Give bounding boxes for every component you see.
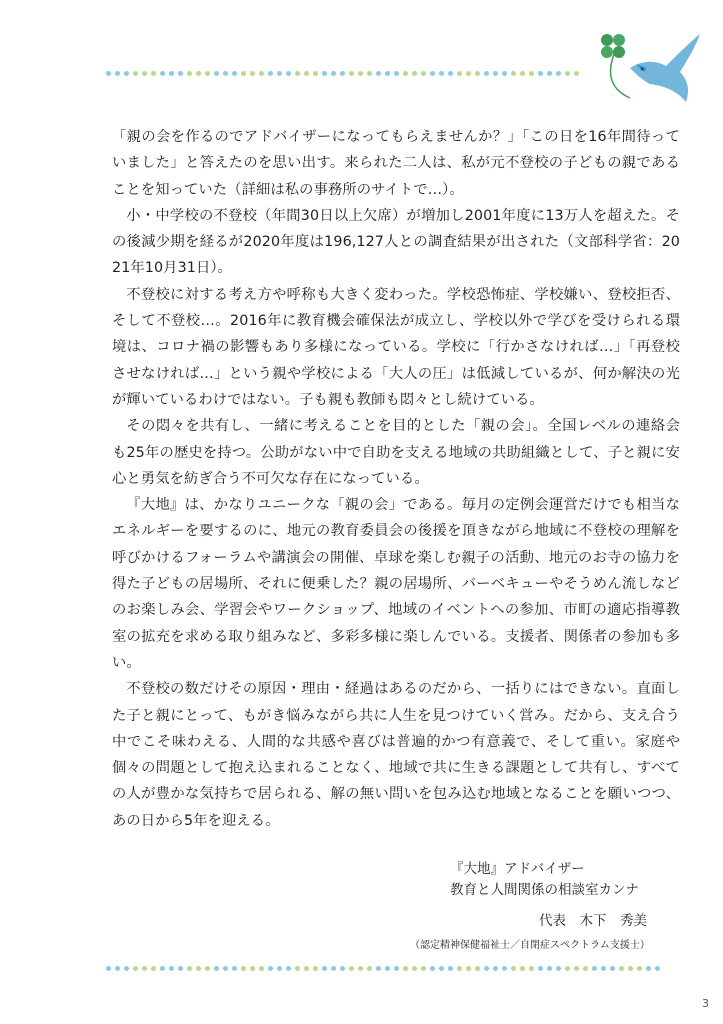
- decorative-dot: [655, 966, 660, 971]
- decorative-dot: [511, 966, 516, 971]
- decorative-dot: [268, 966, 273, 971]
- decorative-dot: [304, 71, 309, 76]
- decorative-dot: [313, 71, 318, 76]
- decorative-dot: [349, 966, 354, 971]
- decorative-dot: [268, 71, 273, 76]
- decorative-dot: [619, 966, 624, 971]
- decorative-dot: [205, 71, 210, 76]
- decorative-dot: [277, 71, 282, 76]
- decorative-dot: [403, 966, 408, 971]
- decorative-dot: [259, 966, 264, 971]
- decorative-dot: [241, 71, 246, 76]
- decorative-dot: [376, 966, 381, 971]
- decorative-dot: [421, 71, 426, 76]
- decorative-dot: [160, 966, 165, 971]
- decorative-dot: [295, 71, 300, 76]
- decorative-dot: [493, 71, 498, 76]
- decorative-dot: [475, 71, 480, 76]
- decorative-dot: [223, 71, 228, 76]
- decorative-dot: [169, 966, 174, 971]
- decorative-dot: [430, 71, 435, 76]
- decorative-dot: [169, 71, 174, 76]
- decorative-dot: [340, 71, 345, 76]
- signature-organization: 教育と人間関係の相談室カンナ: [450, 882, 639, 898]
- decorative-dot: [232, 71, 237, 76]
- decorative-dot: [556, 71, 561, 76]
- decorative-dot: [214, 966, 219, 971]
- decorative-dot: [367, 71, 372, 76]
- bird-with-clover-illustration: [586, 24, 704, 106]
- decorative-dot: [367, 966, 372, 971]
- decorative-dot: [313, 966, 318, 971]
- decorative-dot: [133, 966, 138, 971]
- decorative-dot: [250, 71, 255, 76]
- decorative-dot: [133, 71, 138, 76]
- decorative-dot: [178, 966, 183, 971]
- decorative-dot: [547, 966, 552, 971]
- decorative-dot: [412, 966, 417, 971]
- decorative-dot: [178, 71, 183, 76]
- decorative-dot: [394, 71, 399, 76]
- decorative-dot: [484, 966, 489, 971]
- decorative-dot: [565, 71, 570, 76]
- decorative-dot: [187, 71, 192, 76]
- signature-name: 代表 木下 秀美: [539, 913, 647, 929]
- decorative-dot: [142, 71, 147, 76]
- bluebird-icon: [630, 34, 700, 102]
- decorative-dot: [520, 71, 525, 76]
- four-leaf-clover-icon: [601, 34, 630, 98]
- decorative-dot: [214, 71, 219, 76]
- decorative-dot: [628, 966, 633, 971]
- decorative-dot: [160, 71, 165, 76]
- decorative-dot: [115, 966, 120, 971]
- decorative-dot: [457, 966, 462, 971]
- decorative-dot: [376, 71, 381, 76]
- decorative-dot: [484, 71, 489, 76]
- decorative-dot: [358, 966, 363, 971]
- decorative-dot: [493, 966, 498, 971]
- decorative-dot: [592, 966, 597, 971]
- decorative-dot: [340, 966, 345, 971]
- decorative-dot: [331, 966, 336, 971]
- decorative-dot: [277, 966, 282, 971]
- decorative-dot: [385, 71, 390, 76]
- decorative-dot: [151, 966, 156, 971]
- decorative-dot: [196, 966, 201, 971]
- decorative-dot: [124, 966, 129, 971]
- decorative-dot: [106, 71, 111, 76]
- decorative-dot: [529, 966, 534, 971]
- decorative-dot: [466, 966, 471, 971]
- decorative-dot: [538, 966, 543, 971]
- signature-role: 『大地』アドバイザー: [450, 861, 585, 877]
- decorative-dot: [556, 966, 561, 971]
- decorative-dot: [232, 966, 237, 971]
- decorative-dot: [601, 966, 606, 971]
- decorative-dot: [421, 966, 426, 971]
- decorative-dot: [187, 966, 192, 971]
- decorative-dot: [349, 71, 354, 76]
- decorative-dot: [322, 71, 327, 76]
- decorative-dot: [259, 71, 264, 76]
- decorative-dot: [565, 966, 570, 971]
- decorative-dot: [646, 966, 651, 971]
- decorative-dot: [547, 71, 552, 76]
- decorative-dot: [286, 71, 291, 76]
- decorative-dot: [538, 71, 543, 76]
- decorative-dot: [394, 966, 399, 971]
- decorative-dot: [196, 71, 201, 76]
- decorative-dot: [574, 71, 579, 76]
- decorative-dot: [475, 966, 480, 971]
- decorative-dot: [430, 966, 435, 971]
- signature-credentials: （認定精神保健福祉士／自閉症スペクトラム支援士）: [410, 940, 650, 951]
- paragraph: 不登校に対する考え方や呼称も大きく変わった。学校恐怖症、学校嫌い、登校拒否、そして不登校…。2016年に教育機会確保法が成立し、学校以外で学びを受けられる環境は、コロナ禍の影響もあり多様になっている。学校に「行かさなければ…」「再登校させなければ…」という親や学校による「大人の圧」は低減しているが、何か解決の光が輝いているわけではない。子も親も教師も悶々とし続けている。: [112, 286, 680, 408]
- decorative-dot: [574, 966, 579, 971]
- decorative-dot-row-bottom: [106, 966, 660, 971]
- decorative-dot: [151, 71, 156, 76]
- decorative-dot: [466, 71, 471, 76]
- article-body: [112, 124, 680, 834]
- decorative-dot: [106, 966, 111, 971]
- decorative-dot: [331, 71, 336, 76]
- decorative-dot: [124, 71, 129, 76]
- decorative-dot: [295, 966, 300, 971]
- decorative-dot: [205, 966, 210, 971]
- decorative-dot: [439, 71, 444, 76]
- decorative-dot: [457, 71, 462, 76]
- decorative-dot: [511, 71, 516, 76]
- decorative-dot: [412, 71, 417, 76]
- decorative-dot: [520, 966, 525, 971]
- decorative-dot: [115, 71, 120, 76]
- decorative-dot: [385, 966, 390, 971]
- decorative-dot: [448, 71, 453, 76]
- decorative-dot: [358, 71, 363, 76]
- paragraph: 「親の会を作るのでアドバイザーになってもらえませんか？」「この日を16年間待っていました」と答えたのを思い出す。来られた二人は、私が元不登校の子どもの親であることを知っていた（詳細は私の事務所のサイトで…）。: [112, 129, 680, 198]
- decorative-dot: [250, 966, 255, 971]
- decorative-dot: [142, 966, 147, 971]
- paragraph: その悶々を共有し、一緒に考えることを目的とした「親の会」。全国レベルの連絡会も25年の歴史を持つ。公助がない中で自助を支える地域の共助組織として、子と親に安心と勇気を紡ぎ合う不可欠な存在になっている。: [112, 418, 680, 487]
- decorative-dot: [448, 966, 453, 971]
- paragraph: 『大地』は、かなりユニークな「親の会」である。毎月の定例会運営だけでも相当なエネルギーを要するのに、地元の教育委員会の後援を頂きながら地域に不登校の理解を呼びかけるフォーラムや講演会の開催、卓球を楽しむ親子の活動、地元のお寺の協力を得た子どもの居場所、それに便乗した？親の居場所、バーベキューやそうめん流しなどのお楽しみ会、学習会やワークショップ、地域のイベントへの参加、市町の適応指導教室の拡充を求める取り組みなど、多彩多様に楽しんでいる。支援者、関係者の参加も多い。: [112, 497, 680, 671]
- decorative-dot-row-top: [106, 71, 579, 76]
- decorative-dot: [304, 966, 309, 971]
- decorative-dot: [403, 71, 408, 76]
- decorative-dot: [502, 966, 507, 971]
- paragraph: 小・中学校の不登校（年間30日以上欠席）が増加し2001年度に13万人を超えた。その後減少期を経るが2020年度は196,127人との調査結果が出された（文部科学省：2021年10月31日）。: [112, 207, 680, 277]
- decorative-dot: [286, 966, 291, 971]
- page-number: 3: [702, 997, 709, 1010]
- decorative-dot: [502, 71, 507, 76]
- decorative-dot: [637, 966, 642, 971]
- decorative-dot: [322, 966, 327, 971]
- decorative-dot: [583, 966, 588, 971]
- decorative-dot: [223, 966, 228, 971]
- decorative-dot: [529, 71, 534, 76]
- decorative-dot: [439, 966, 444, 971]
- paragraph: 不登校の数だけその原因・理由・経過はあるのだから、一括りにはできない。直面した子と親にとって、もがき悩みながら共に人生を見つけていく営み。だから、支え合う中でこそ味わえる、人間的な共感や喜びは普遍的かつ有意義で、そして重い。家庭や個々の問題として抱え込まれることなく、地域で共に生きる課題として共有し、すべての人が豊かな気持ちで居られる、解の無い問いを包み込む地域となることを願いつつ、あの日から5年を迎える。: [112, 681, 680, 829]
- decorative-dot: [610, 966, 615, 971]
- decorative-dot: [241, 966, 246, 971]
